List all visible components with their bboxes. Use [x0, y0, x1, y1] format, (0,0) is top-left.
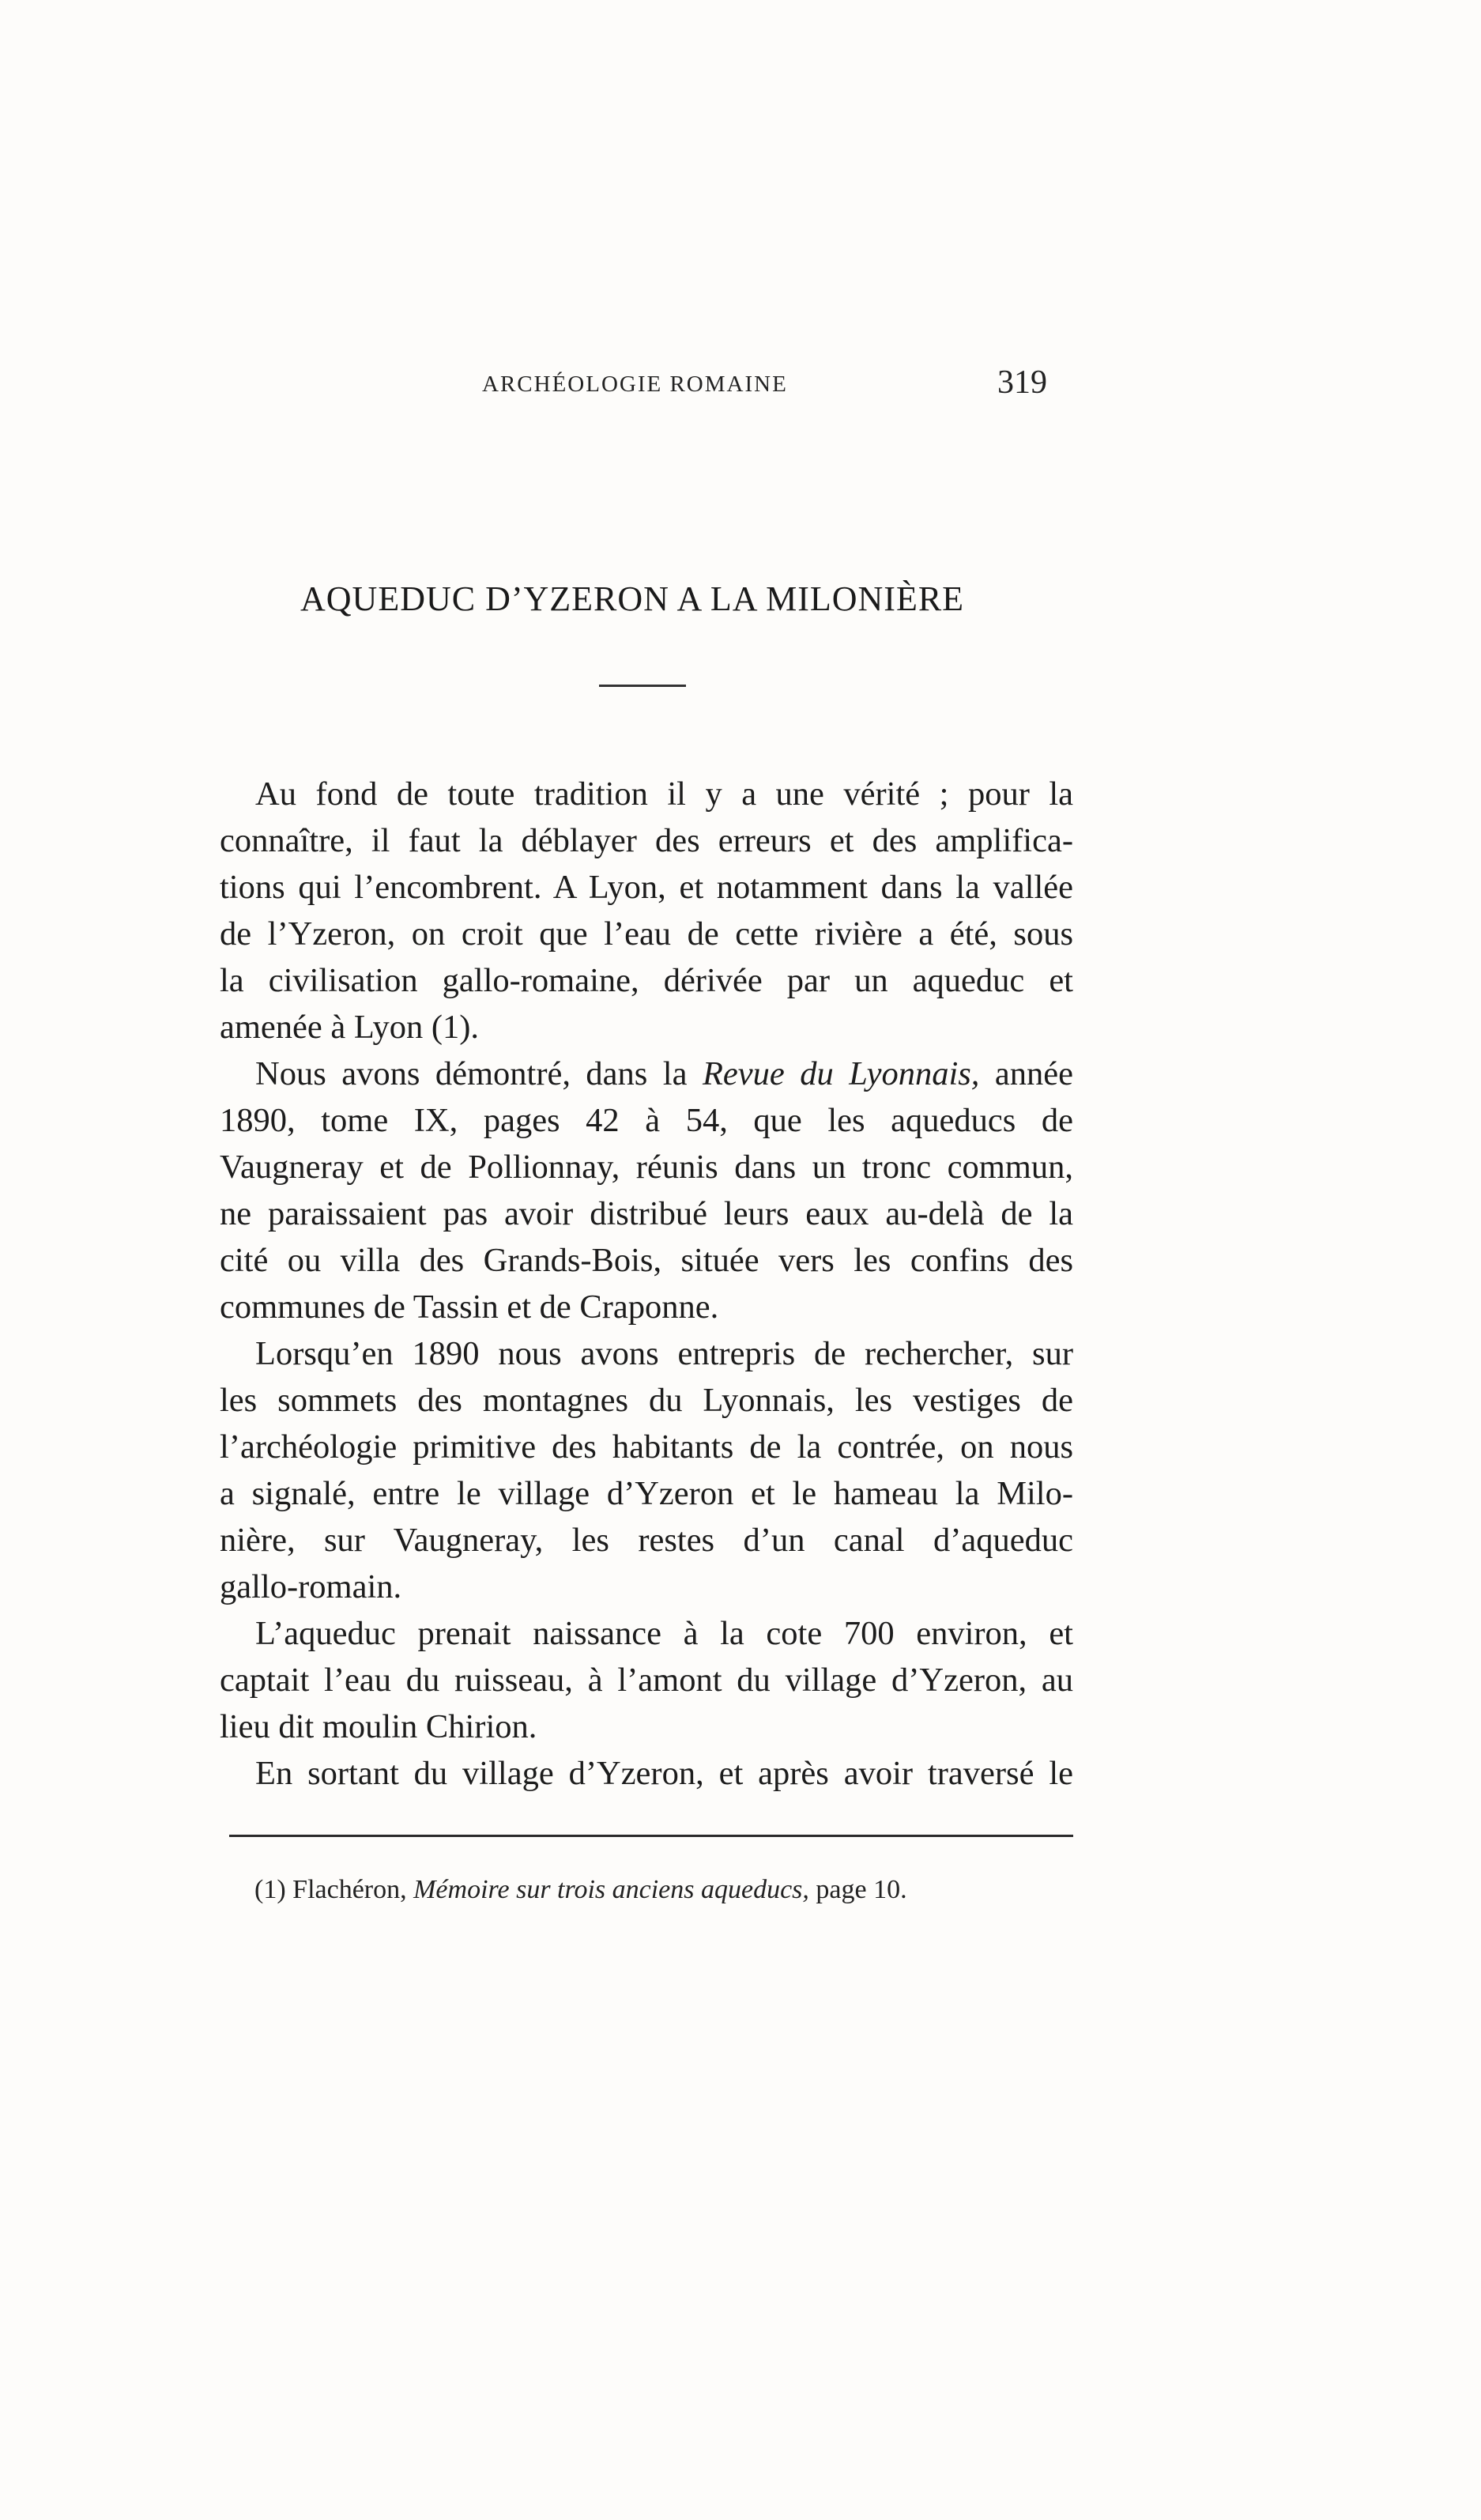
text-line: 1890, tome IX, pages 42 à 54, que les aqueducs de [220, 1102, 1073, 1139]
text-line: L’aqueduc prenait naissance à la cote 700 environ, et [255, 1615, 1073, 1652]
text-line [220, 1051, 1073, 1097]
text-line: les sommets des montagnes du Lyonnais, les vestiges de [220, 1382, 1073, 1419]
text-line: Vaugneray et de Pollionnay, réunis dans un tronc commun, [220, 1149, 1073, 1186]
title-rule [599, 685, 686, 687]
footnote-author: Flachéron, [292, 1875, 407, 1904]
footnote-page: page 10. [816, 1875, 907, 1904]
text-line: Au fond de toute tradition il y a une vérité ; pour la [255, 775, 1073, 813]
footnote [254, 1875, 907, 1905]
text-line: la civilisation gallo-romaine, dérivée par un aqueduc et [220, 962, 1073, 999]
text-line: a signalé, entre le village d’Yzeron et le hameau la Milo- [220, 1475, 1073, 1512]
text-line: lieu dit moulin Chirion. [220, 1708, 537, 1745]
text-line: ne paraissaient pas avoir distribué leurs eaux au-delà de la [220, 1195, 1073, 1232]
text-line: l’archéologie primitive des habitants de la contrée, on nous [220, 1428, 1073, 1466]
text-run: Nous avons démontré, dans la [255, 1055, 703, 1092]
chapter-title: AQUEDUC D’YZERON A LA MILONIÈRE [300, 579, 965, 618]
journal-title: Revue du Lyonnais, [702, 1055, 980, 1092]
body-text [220, 771, 1073, 1797]
text-line: En sortant du village d’Yzeron, et après avoir traversé le [255, 1755, 1073, 1792]
text-line: communes de Tassin et de Craponne. [220, 1288, 719, 1326]
text-line: connaître, il faut la déblayer des erreurs et des amplifica- [220, 822, 1073, 859]
footnote-rule [229, 1835, 1073, 1837]
text-line: de l’Yzeron, on croit que l’eau de cette rivière a été, sous [220, 915, 1073, 953]
text-run: année [979, 1055, 1073, 1092]
text-line: captait l’eau du ruisseau, à l’amont du village d’Yzeron, au [220, 1662, 1073, 1699]
text-line: amenée à Lyon (1). [220, 1009, 480, 1046]
page-number: 319 [997, 364, 1047, 401]
text-line: gallo-romain. [220, 1568, 402, 1605]
running-head: ARCHÉOLOGIE ROMAINE [482, 372, 788, 397]
footnote-title: Mémoire sur trois anciens aqueducs, [413, 1875, 809, 1904]
footnote-marker: (1) [254, 1875, 286, 1904]
text-line: Lorsqu’en 1890 nous avons entrepris de rechercher, sur [255, 1335, 1073, 1372]
text-line: tions qui l’encombrent. A Lyon, et notamment dans la vallée [220, 869, 1073, 906]
text-line: cité ou villa des Grands-Bois, située vers les confins des [220, 1242, 1073, 1279]
text-line: nière, sur Vaugneray, les restes d’un canal d’aqueduc [220, 1522, 1073, 1559]
